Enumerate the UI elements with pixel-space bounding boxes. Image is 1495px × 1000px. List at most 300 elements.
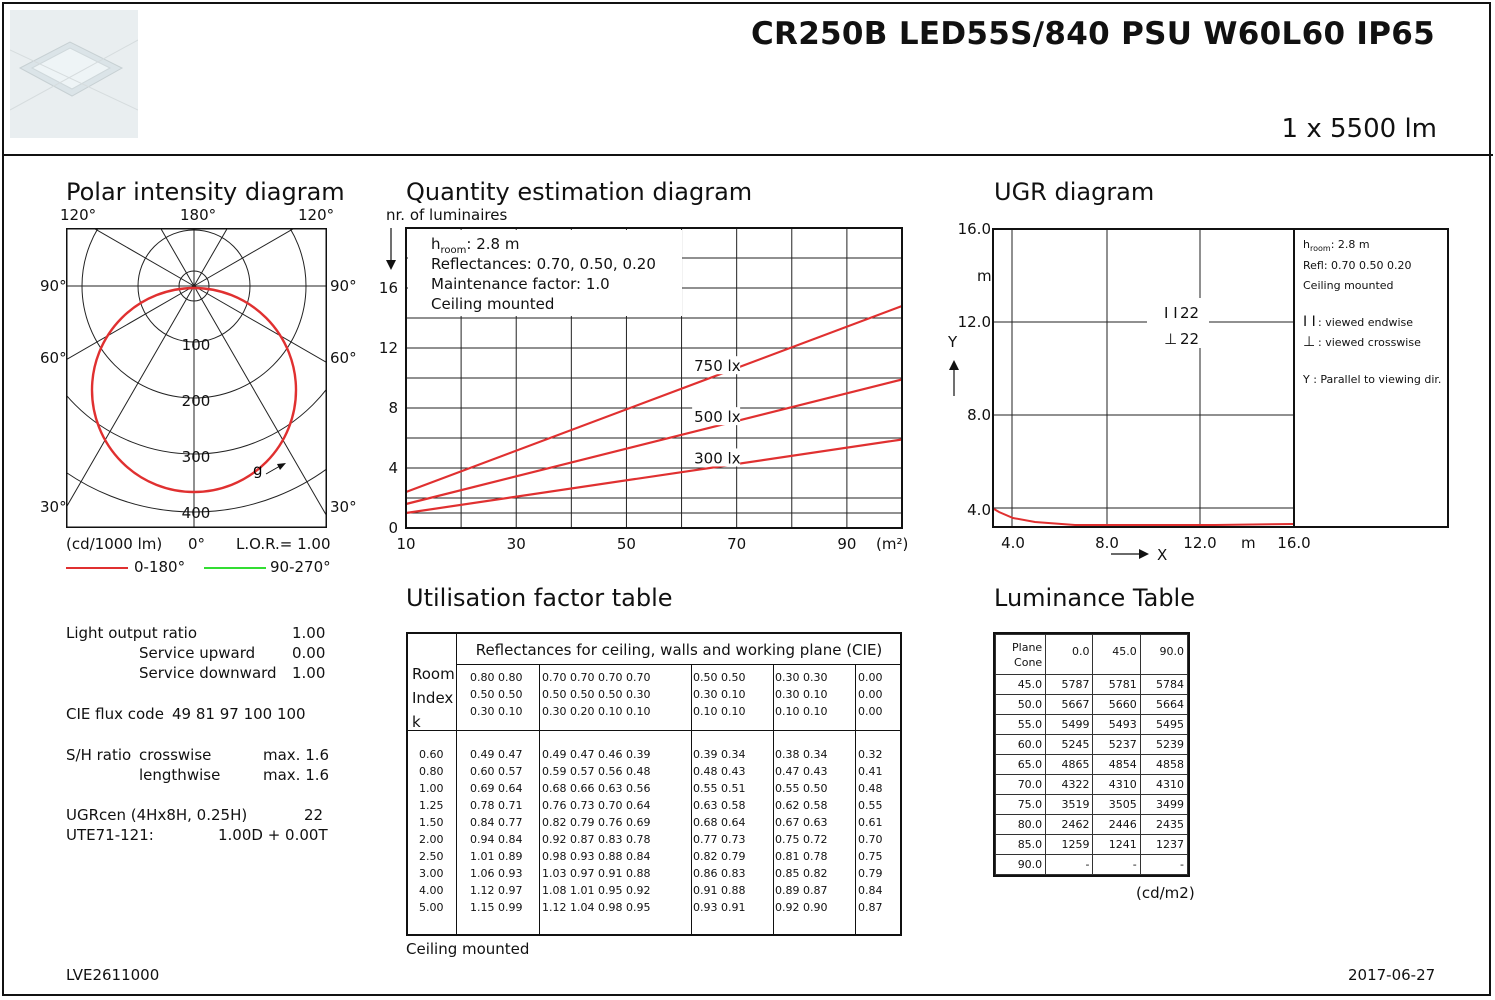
utilisation-cell: 0.95 [626, 901, 651, 914]
luminance-cell: 3519 [1046, 795, 1093, 815]
ugr-info-hroom: $h_{room}$: 2.8 m [1303, 238, 1370, 253]
polar-spoke [66, 228, 194, 286]
room-index-cell: 5.00 [419, 901, 444, 914]
utilisation-cell: 0.84 [498, 833, 523, 846]
prop-ugr-value: 22 [304, 806, 324, 824]
luminance-cell: 5667 [1046, 695, 1093, 715]
reflectance-cell: 0.70 [626, 671, 651, 684]
utilisation-cell: 0.57 [570, 765, 595, 778]
reflectance-cell: 0.30 [803, 671, 828, 684]
utilisation-cell: 0.88 [721, 884, 746, 897]
utilisation-title: Utilisation factor table [406, 584, 673, 612]
ugr-info-refl: Refl: 0.70 0.50 0.20 [1303, 259, 1412, 272]
utilisation-cell: 1.01 [570, 884, 595, 897]
luminance-cell: 1237 [1140, 835, 1187, 855]
utilisation-cell: 0.75 [858, 850, 883, 863]
luminance-cell: 5499 [1046, 715, 1093, 735]
utilisation-cell: 0.63 [803, 816, 828, 829]
prop-sh-cross-value: max. 1.6 [263, 746, 330, 764]
reflectance-cell: 0.30 [470, 705, 495, 718]
luminance-title: Luminance Table [994, 584, 1195, 612]
utilisation-cell: 0.85 [775, 867, 800, 880]
reflectance-cell: 0.20 [570, 705, 595, 718]
quantity-ytick: 0 [388, 519, 398, 537]
utilisation-footer: Ceiling mounted [406, 940, 530, 958]
reflectance-cell: 0.10 [498, 705, 523, 718]
utilisation-cell: 1.15 [470, 901, 495, 914]
luminance-head-plane-cone [996, 635, 1046, 675]
room-index-cell: 2.00 [419, 833, 444, 846]
room-index-cell: 1.25 [419, 799, 444, 812]
utilisation-cell: 0.84 [858, 884, 883, 897]
utilisation-cell: 0.56 [598, 765, 623, 778]
ugr-ytick: 8.0 [967, 406, 991, 424]
luminance-cell: 5787 [1046, 675, 1093, 695]
quantity-info-box [408, 230, 682, 316]
reflectance-cell: 0.00 [858, 705, 883, 718]
hroom-h: h [431, 235, 441, 253]
luminance-cell: 70.0 [996, 775, 1046, 795]
polar-ring-label: 100 [181, 336, 211, 354]
utilisation-cell: 0.70 [598, 799, 623, 812]
utilisation-cell: 0.90 [803, 901, 828, 914]
room-index-cell: 3.00 [419, 867, 444, 880]
ugr-endwise-symbol-icon: I I [1164, 304, 1178, 322]
utilisation-cell: 1.08 [542, 884, 567, 897]
polar-unit: (cd/1000 lm) [66, 535, 163, 553]
luminance-cell: 3499 [1140, 795, 1187, 815]
reflectance-cell: 0.70 [542, 671, 567, 684]
utilisation-cell: 0.88 [598, 850, 623, 863]
room-index-cell: 1.00 [419, 782, 444, 795]
ugr-title: UGR diagram [994, 178, 1155, 206]
utilisation-cell: 0.57 [498, 765, 523, 778]
hroom-sub: room [440, 245, 467, 256]
utilisation-cell: 0.58 [803, 799, 828, 812]
reflectance-cell: 0.00 [858, 688, 883, 701]
utilisation-cell: 1.12 [542, 901, 567, 914]
ugr-xtick: 8.0 [1095, 534, 1119, 552]
ugr-crosswise-symbol-icon: ⊥ [1164, 330, 1178, 348]
luminance-cell: 4854 [1093, 755, 1140, 775]
utilisation-cell: 0.98 [598, 901, 623, 914]
utilisation-cell: 0.67 [775, 816, 800, 829]
utilisation-cell: 0.91 [721, 901, 746, 914]
reflectance-cell: 0.10 [775, 705, 800, 718]
room-index-cell: 0.60 [419, 748, 444, 761]
legend-label-90-270: 90-270° [270, 558, 331, 576]
luminance-cell: 3505 [1093, 795, 1140, 815]
utilisation-cell: 0.43 [803, 765, 828, 778]
polar-angle-90-right: 90° [330, 277, 357, 295]
prop-sh-label: S/H ratio [66, 746, 132, 764]
doc-date: 2017-06-27 [1348, 966, 1436, 984]
room-index-cell: 2.50 [419, 850, 444, 863]
prop-ute-value: 1.00D + 0.00T [218, 826, 328, 844]
quantity-series-label: 300 lx [694, 449, 741, 468]
prop-up-value: 0.00 [292, 644, 326, 662]
luminance-cell: 5239 [1140, 735, 1187, 755]
utilisation-cell: 0.78 [470, 799, 495, 812]
utilisation-cell: 0.73 [721, 833, 746, 846]
polar-angle-0: 0° [188, 535, 206, 553]
utilisation-cell: 0.39 [626, 748, 651, 761]
prop-ugr-label: UGRcen (4Hx8H, 0.25H) [66, 806, 248, 824]
quantity-ytick: 8 [388, 399, 398, 417]
utilisation-cell: 0.64 [498, 782, 523, 795]
luminance-cell: 4322 [1046, 775, 1093, 795]
utilisation-cell: 0.47 [498, 748, 523, 761]
reflectance-cell: 0.80 [498, 671, 523, 684]
quantity-title: Quantity estimation diagram [406, 178, 753, 206]
utilisation-cell: 0.73 [570, 799, 595, 812]
utilisation-cell: 0.47 [775, 765, 800, 778]
reflectance-cell: 0.50 [470, 688, 495, 701]
utilisation-header: Reflectances for ceiling, walls and working plane (CIE) [475, 641, 883, 659]
utilisation-cell: 0.34 [721, 748, 746, 761]
utilisation-table [406, 632, 902, 936]
prop-sh-cross: crosswise [139, 746, 212, 764]
polar-ring-label: 300 [181, 448, 211, 466]
utilisation-cell: 1.03 [542, 867, 567, 880]
utilisation-cell: 0.93 [570, 850, 595, 863]
luminance-cell: 5660 [1093, 695, 1140, 715]
quantity-xtick: 50 [616, 535, 636, 553]
utilisation-cell: 0.39 [693, 748, 718, 761]
luminance-cell: - [1046, 855, 1093, 875]
reflectance-cell: 0.50 [542, 688, 567, 701]
ugr-xtick: 12.0 [1183, 534, 1217, 552]
luminous-flux: 1 x 5500 lm [1281, 114, 1437, 144]
luminance-row [996, 855, 1188, 875]
utilisation-cell: 0.79 [858, 867, 883, 880]
polar-spoke [194, 286, 327, 528]
polar-angle-120-right: 120° [298, 206, 335, 224]
luminance-cell: 5493 [1093, 715, 1140, 735]
utilisation-cell: 1.04 [570, 901, 595, 914]
reflectance-cell: 0.80 [470, 671, 495, 684]
utilisation-cell: 0.59 [542, 765, 567, 778]
ugr-info-mount: Ceiling mounted [1303, 279, 1394, 292]
legend-swatch-0-180 [66, 567, 128, 569]
utilisation-cell: 0.68 [542, 782, 567, 795]
luminance-row [996, 795, 1188, 815]
room-index-cell: 4.00 [419, 884, 444, 897]
utilisation-cell: 0.48 [693, 765, 718, 778]
reflectance-cell: 0.30 [542, 705, 567, 718]
luminance-cell: 85.0 [996, 835, 1046, 855]
room-index-label [412, 662, 455, 734]
utilisation-cell: 0.56 [626, 782, 651, 795]
luminance-cell: 1259 [1046, 835, 1093, 855]
polar-spoke [66, 286, 194, 528]
reflectance-cell: 0.30 [626, 688, 651, 701]
ugr-xtick: 16.0 [1277, 534, 1311, 552]
reflectance-cell: 0.70 [598, 671, 623, 684]
utilisation-cell: 0.79 [721, 850, 746, 863]
utilisation-cell: 0.82 [803, 867, 828, 880]
quantity-xtick: 30 [506, 535, 526, 553]
polar-title: Polar intensity diagram [66, 178, 345, 206]
utilisation-cell: 0.83 [598, 833, 623, 846]
utilisation-cell: 0.81 [775, 850, 800, 863]
utilisation-cell: 0.97 [570, 867, 595, 880]
luminance-cell: 2435 [1140, 815, 1187, 835]
utilisation-cell: 0.99 [498, 901, 523, 914]
utilisation-cell: 0.95 [598, 884, 623, 897]
polar-angle-30-right: 30° [330, 498, 357, 516]
utilisation-cell: 0.61 [858, 816, 883, 829]
gamma-label: g [253, 461, 263, 479]
polar-lor: L.O.R.= 1.00 [236, 535, 331, 553]
utilisation-cell: 0.64 [626, 799, 651, 812]
luminance-cell: 65.0 [996, 755, 1046, 775]
ugr-xtick: 4.0 [1001, 534, 1025, 552]
utilisation-cell: 0.43 [721, 765, 746, 778]
room-index-line: k [412, 713, 421, 731]
utilisation-cell: 0.69 [626, 816, 651, 829]
utilisation-cell: 1.06 [470, 867, 495, 880]
prop-down-label: Service downward [139, 664, 277, 682]
ugr-ytick: 12.0 [957, 313, 991, 331]
luminance-cell: 55.0 [996, 715, 1046, 735]
utilisation-cell: 0.68 [693, 816, 718, 829]
luminance-cell: 50.0 [996, 695, 1046, 715]
polar-angle-120-left: 120° [60, 206, 97, 224]
endwise-symbol-icon: I I [1303, 314, 1316, 330]
luminance-cell: 5245 [1046, 735, 1093, 755]
ugr-value-crosswise: 22 [1180, 330, 1200, 348]
utilisation-cell: 0.98 [542, 850, 567, 863]
luminance-cell: 5664 [1140, 695, 1187, 715]
polar-angle-60-left: 60° [40, 349, 67, 367]
utilisation-cell: 0.84 [626, 850, 651, 863]
ugr-value-endwise: 22 [1180, 304, 1200, 322]
quantity-series-label: 750 lx [694, 357, 741, 376]
ugr-y-unit: m [977, 267, 992, 285]
reflectance-cell: 0.50 [693, 671, 718, 684]
prop-ute-label: UTE71-121: [66, 826, 154, 844]
gamma-arrow-icon [266, 466, 280, 474]
polar-spoke [194, 286, 327, 528]
luminance-cell: 45.0 [996, 675, 1046, 695]
utilisation-cell: 0.71 [498, 799, 523, 812]
header-divider [2, 154, 1493, 156]
prop-down-value: 1.00 [292, 664, 326, 682]
utilisation-cell: 0.72 [803, 833, 828, 846]
utilisation-cell: 0.55 [858, 799, 883, 812]
utilisation-cell: 0.70 [858, 833, 883, 846]
utilisation-cell: 0.92 [542, 833, 567, 846]
utilisation-cell: 0.82 [693, 850, 718, 863]
luminance-cell: 1241 [1093, 835, 1140, 855]
utilisation-cell: 0.78 [803, 850, 828, 863]
luminance-head-cell: 45.0 [1093, 635, 1140, 675]
quantity-xtick: 70 [727, 535, 747, 553]
utilisation-cell: 0.87 [570, 833, 595, 846]
hroom-rest: : 2.8 m [466, 235, 520, 253]
quantity-ytick: 16 [378, 279, 398, 297]
luminance-row [996, 755, 1188, 775]
polar-spoke [194, 228, 327, 286]
doc-code: LVE2611000 [66, 966, 160, 984]
legend-swatch-90-270 [204, 567, 266, 569]
reflectance-cell: 0.70 [570, 671, 595, 684]
utilisation-cell: 0.91 [693, 884, 718, 897]
quantity-ytick: 4 [388, 459, 398, 477]
reflectance-cell: 0.10 [721, 705, 746, 718]
ugr-ytick: 4.0 [967, 501, 991, 519]
polar-ring-label: 200 [181, 392, 211, 410]
prop-sh-length-value: max. 1.6 [263, 766, 330, 784]
luminance-head-plane: Plane [1012, 640, 1043, 654]
utilisation-cell: 0.77 [693, 833, 718, 846]
reflectance-cell: 0.50 [721, 671, 746, 684]
reflectance-cell: 0.30 [693, 688, 718, 701]
utilisation-cell: 0.94 [470, 833, 495, 846]
utilisation-cell: 1.01 [470, 850, 495, 863]
utilisation-cell: 0.63 [598, 782, 623, 795]
reflectance-cell: 0.50 [498, 688, 523, 701]
luminance-cell: 60.0 [996, 735, 1046, 755]
luminance-row [996, 815, 1188, 835]
utilisation-cell: 0.69 [470, 782, 495, 795]
reflectance-cell: 0.10 [598, 705, 623, 718]
ugr-chart [935, 218, 1455, 568]
ugr-legend-y: Y : Parallel to viewing dir. [1303, 373, 1442, 386]
prop-cie-label: CIE flux code [66, 705, 164, 723]
room-index-line: Index [412, 689, 454, 707]
utilisation-cell: 0.87 [858, 901, 883, 914]
luminance-cell: 5237 [1093, 735, 1140, 755]
luminance-head-cell: 0.0 [1046, 635, 1093, 675]
luminance-cell: 5781 [1093, 675, 1140, 695]
prop-sh-length: lengthwise [139, 766, 221, 784]
utilisation-cell: 0.55 [693, 782, 718, 795]
luminance-cell: 80.0 [996, 815, 1046, 835]
utilisation-cell: 0.63 [693, 799, 718, 812]
polar-angle-60-right: 60° [330, 349, 357, 367]
utilisation-cell: 0.76 [542, 799, 567, 812]
luminance-cell: 4310 [1093, 775, 1140, 795]
reflectance-cell: 0.50 [570, 688, 595, 701]
quantity-info-mount: Ceiling mounted [431, 295, 555, 313]
utilisation-cell: 0.48 [858, 782, 883, 795]
utilisation-cell: 0.78 [626, 833, 651, 846]
utilisation-cell: 0.89 [775, 884, 800, 897]
quantity-series-line [406, 440, 902, 514]
utilisation-cell: 0.92 [626, 884, 651, 897]
utilisation-cell: 0.58 [721, 799, 746, 812]
utilisation-cell: 0.41 [858, 765, 883, 778]
luminance-row [996, 695, 1188, 715]
polar-spoke [66, 286, 194, 528]
utilisation-cell: 0.49 [542, 748, 567, 761]
quantity-info-mf: Maintenance factor: 1.0 [431, 275, 610, 293]
reflectance-cell: 0.50 [598, 688, 623, 701]
recessed-panel-luminaire-icon [10, 10, 138, 138]
luminance-cell: 75.0 [996, 795, 1046, 815]
utilisation-cell: 0.60 [470, 765, 495, 778]
luminance-row [996, 715, 1188, 735]
luminance-head-cell: 90.0 [1140, 635, 1187, 675]
luminance-cell: 4865 [1046, 755, 1093, 775]
utilisation-cell: 0.97 [498, 884, 523, 897]
utilisation-cell: 0.83 [721, 867, 746, 880]
quantity-series-label: 500 lx [694, 408, 741, 427]
luminance-row [996, 675, 1188, 695]
utilisation-cell: 0.86 [693, 867, 718, 880]
utilisation-cell: 0.34 [803, 748, 828, 761]
room-index-line: Room [412, 665, 455, 683]
polar-spoke [194, 228, 327, 286]
luminance-cell: 2462 [1046, 815, 1093, 835]
legend-label-0-180: 0-180° [134, 558, 186, 576]
ugr-curve [994, 509, 1293, 525]
polar-angle-180: 180° [180, 206, 217, 224]
ugr-legend-endwise: : viewed endwise [1318, 316, 1414, 329]
room-index-cell: 1.50 [419, 816, 444, 829]
utilisation-cell: 0.93 [498, 867, 523, 880]
polar-angle-90-left: 90° [40, 277, 67, 295]
crosswise-symbol-icon: ⊥ [1303, 334, 1316, 350]
ugr-ytick: 16.0 [957, 220, 991, 238]
quantity-info-refl: Reflectances: 0.70, 0.50, 0.20 [431, 255, 656, 273]
polar-chart [66, 228, 327, 528]
utilisation-cell: 0.46 [598, 748, 623, 761]
quantity-xunit: (m²) [876, 535, 909, 553]
luminance-table [993, 632, 1190, 877]
utilisation-cell: 0.55 [775, 782, 800, 795]
reflectance-cell: 0.10 [803, 705, 828, 718]
gamma-arrowhead-icon [277, 463, 286, 470]
quantity-xtick: 10 [396, 535, 416, 553]
utilisation-cell: 0.79 [570, 816, 595, 829]
utilisation-cell: 0.93 [693, 901, 718, 914]
utilisation-cell: 0.38 [775, 748, 800, 761]
quantity-ytick: 12 [378, 339, 398, 357]
utilisation-cell: 0.50 [803, 782, 828, 795]
luminance-cell: 5784 [1140, 675, 1187, 695]
utilisation-cell: 0.64 [721, 816, 746, 829]
prop-cie-value: 49 81 97 100 100 [172, 705, 306, 723]
luminance-cell: 5495 [1140, 715, 1187, 735]
luminance-cell: 4858 [1140, 755, 1187, 775]
ugr-x-axis: X [1157, 546, 1168, 564]
luminance-row [996, 835, 1188, 855]
reflectance-cell: 0.00 [858, 671, 883, 684]
luminance-row [996, 775, 1188, 795]
reflectance-cell: 0.30 [775, 688, 800, 701]
quantity-info-hroom [431, 235, 519, 256]
reflectance-cell: 0.30 [775, 671, 800, 684]
utilisation-cell: 0.32 [858, 748, 883, 761]
utilisation-cell: 0.84 [470, 816, 495, 829]
luminance-cell: 90.0 [996, 855, 1046, 875]
luminance-unit: (cd/m2) [1136, 884, 1195, 902]
reflectance-cell: 0.10 [721, 688, 746, 701]
utilisation-cell: 0.89 [498, 850, 523, 863]
utilisation-cell: 0.75 [775, 833, 800, 846]
reflectance-cell: 0.10 [803, 688, 828, 701]
polar-ring-label: 400 [181, 504, 211, 522]
utilisation-cell: 0.92 [775, 901, 800, 914]
utilisation-cell: 0.48 [626, 765, 651, 778]
ugr-legend-crosswise: : viewed crosswise [1318, 336, 1421, 349]
utilisation-cell: 0.62 [775, 799, 800, 812]
prop-lor-label: Light output ratio [66, 624, 198, 642]
quantity-xtick: 90 [837, 535, 857, 553]
